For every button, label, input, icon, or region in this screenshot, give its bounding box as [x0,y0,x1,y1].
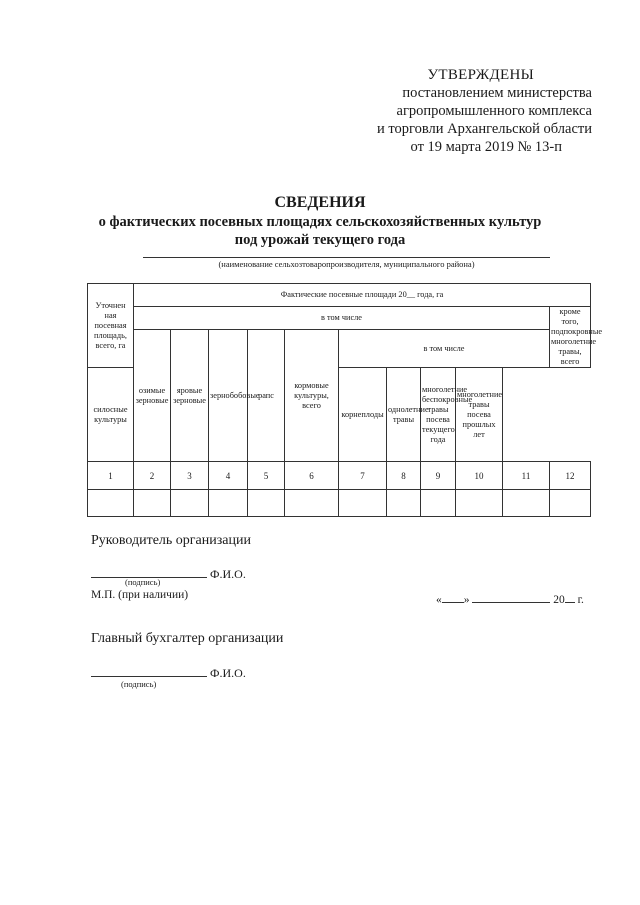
head-title: Руководитель организации [91,533,251,548]
col-legumes: зернобобовые [209,330,248,462]
data-cell[interactable] [387,490,421,517]
approval-line-2: агропромышленного комплекса [396,103,592,119]
date-open-quote: « [436,594,442,606]
date-day-field[interactable] [442,590,464,603]
col-silage: силосные культуры [88,368,134,462]
column-number: 7 [339,462,387,490]
approval-line-4: от 19 марта 2019 № 13-п [410,139,562,155]
data-cell[interactable] [456,490,503,517]
including-sub-header: в том числе [339,330,550,368]
column-number: 4 [209,462,248,490]
group-header [134,284,591,307]
date-field [436,590,584,606]
col-perennial-current: многолетние беспокровные травы посева текущего года [421,368,456,462]
approval-line-3: и торговли Архангельской области [376,121,592,137]
head-sign-caption: (подпись) [125,577,161,587]
head-fio-label: Ф.И.О. [210,567,246,581]
sown-area-table [87,283,603,517]
col-forage-total: кормовые культуры, всего [285,330,339,462]
column-number: 12 [550,462,591,490]
data-cell[interactable] [134,490,171,517]
column-numbers-row [88,462,591,490]
column-number: 5 [248,462,285,490]
head-signature-line [91,565,246,582]
column-number: 8 [387,462,421,490]
data-entry-row[interactable] [88,490,591,517]
col-winter-grain: озимые зерновые [134,330,171,462]
approval-block [377,66,592,156]
col-annual-grass: однолетние травы [387,368,421,462]
accountant-fio-label: Ф.И.О. [210,666,246,680]
date-year-suffix: г. [577,594,584,606]
column-number: 9 [421,462,456,490]
including-header: в том числе [134,307,550,330]
date-close-quote: » [463,594,470,606]
col-spring-grain: яровые зерновые [171,330,209,462]
accountant-sign-caption: (подпись) [121,679,157,689]
data-cell[interactable] [285,490,339,517]
data-cell[interactable] [550,490,591,517]
document-heading [0,193,640,249]
column-number: 1 [88,462,134,490]
accountant-title: Главный бухгалтер организации [91,631,284,646]
document-subtitle-2: под урожай текущего года [234,232,406,248]
approval-line-1: постановлением министерства [402,85,592,101]
col-undersown-perennial: кроме того, подпокровные многолетние травы, всего [551,307,603,366]
date-year-field[interactable] [565,590,575,603]
col-perennial-past: многолетние травы посева прошлых лет [456,368,503,462]
col-root-crops: корнеплоды [339,368,387,462]
data-cell[interactable] [248,490,285,517]
seal-label: М.П. (при наличии) [91,589,189,601]
column-number: 3 [171,462,209,490]
data-cell[interactable] [209,490,248,517]
data-cell[interactable] [339,490,387,517]
producer-name-caption: (наименование сельхозтоваропроизводителя, муниципального района) [218,259,475,269]
col-total-area: Уточнен ная посевная площадь, всего, га [88,284,134,368]
date-year-prefix: 20 [553,594,565,606]
data-cell[interactable] [421,490,456,517]
column-number: 2 [134,462,171,490]
column-number: 11 [503,462,550,490]
data-cell[interactable] [88,490,134,517]
date-month-field[interactable] [472,590,550,603]
document-subtitle-1: о фактических посевных площадях сельскохозяйственных культур [98,214,542,230]
document-title: СВЕДЕНИЯ [274,194,366,211]
column-number: 6 [285,462,339,490]
approval-title: УТВЕРЖДЕНЫ [427,67,534,83]
accountant-signature-line [91,664,246,681]
group-header-text: Фактические посевные площади 20__ года, га [280,290,444,299]
column-number: 10 [456,462,503,490]
accountant-signature-field[interactable] [91,664,207,677]
data-cell[interactable] [503,490,550,517]
data-cell[interactable] [171,490,209,517]
producer-name-line[interactable] [143,257,550,258]
col-rapeseed: рапс [248,330,285,462]
